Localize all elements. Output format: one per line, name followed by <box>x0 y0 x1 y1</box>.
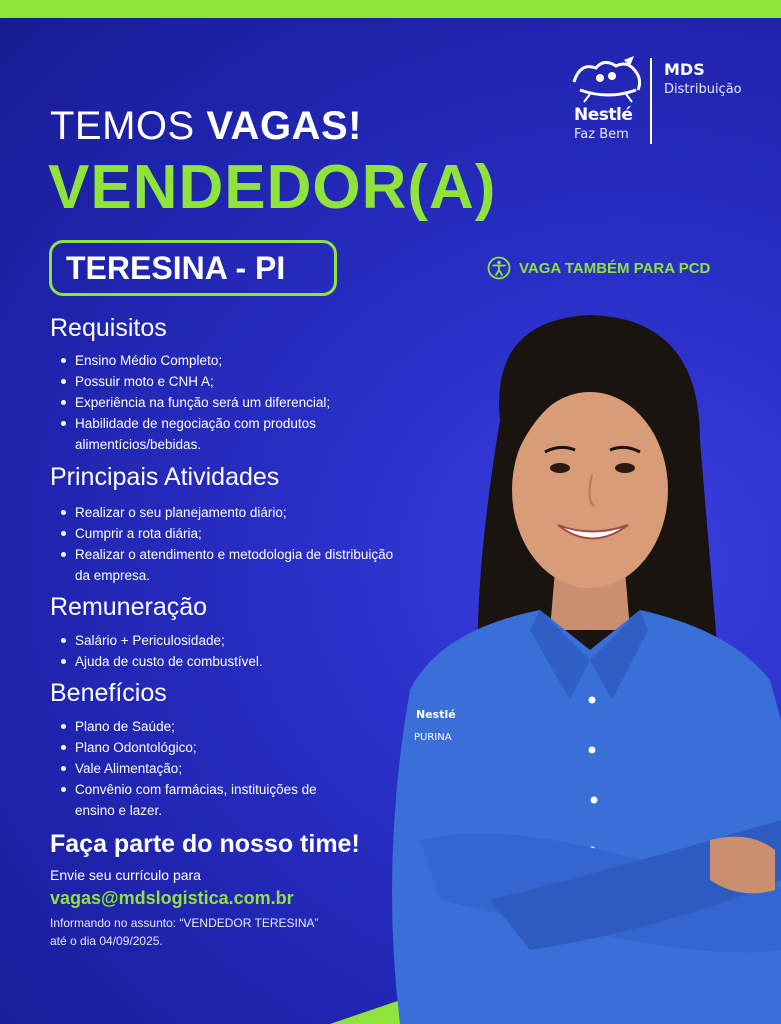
subject-line: Informando no assunto: “VENDEDOR TERESINA” <box>50 916 319 930</box>
nestle-slogan: Faz Bem <box>574 127 629 142</box>
svg-text:PURINA: PURINA <box>414 732 452 743</box>
cta-send-text: Envie seu currículo para <box>50 867 201 883</box>
list-item: Cumprir a rota diária; <box>58 523 418 544</box>
cta-title: Faça parte do nosso time! <box>50 830 360 858</box>
list-item: Plano de Saúde; <box>58 716 418 737</box>
list-item: Possuir moto e CNH A; <box>58 371 418 392</box>
company-name: MDS <box>664 60 705 79</box>
list-item: Plano Odontológico; <box>58 737 418 758</box>
headline-part-a: TEMOS <box>50 104 207 148</box>
list-item: Realizar o atendimento e metodologia de distribuição da empresa. <box>58 544 395 586</box>
cta-subject-info <box>50 914 319 950</box>
list-beneficios <box>58 716 418 821</box>
nestle-wordmark: Nestlé <box>574 105 633 125</box>
logo-divider <box>650 58 652 144</box>
deadline-line: até o dia 04/09/2025. <box>50 934 163 948</box>
svg-text:Nestlé: Nestlé <box>416 708 456 721</box>
list-requisitos <box>58 350 418 455</box>
pcd-notice <box>487 256 710 280</box>
job-role: VENDEDOR(A) <box>48 153 497 222</box>
section-title-beneficios: Benefícios <box>50 679 167 707</box>
contact-email-link[interactable]: vagas@mdslogistica.com.br <box>50 888 294 908</box>
company-subtitle: Distribuição <box>664 82 742 97</box>
employee-photo <box>380 300 781 1024</box>
list-item: Habilidade de negociação com produtos alimentícios/bebidas. <box>58 413 365 455</box>
accessibility-icon <box>487 256 511 280</box>
brand-logo <box>566 54 766 149</box>
list-atividades <box>58 502 418 586</box>
nestle-nest-logo-icon <box>570 54 646 104</box>
section-title-requisitos: Requisitos <box>50 314 167 342</box>
city-label: TERESINA - PI <box>66 250 286 286</box>
list-item: Salário + Periculosidade; <box>58 630 418 651</box>
pcd-label: VAGA TAMBÉM PARA PCD <box>519 259 711 277</box>
list-item: Realizar o seu planejamento diário; <box>58 502 418 523</box>
list-item: Ensino Médio Completo; <box>58 350 418 371</box>
list-remuneracao <box>58 630 418 672</box>
section-title-atividades: Principais Atividades <box>50 463 280 491</box>
list-item: Convênio com farmácias, instituições de ensino e lazer. <box>58 779 325 821</box>
headline-part-b: VAGAS! <box>206 104 362 148</box>
city-badge <box>49 240 337 296</box>
headline-temos-vagas <box>50 104 362 149</box>
list-item: Ajuda de custo de combustível. <box>58 651 418 672</box>
section-title-remuneracao: Remuneração <box>50 593 208 621</box>
list-item: Experiência na função será um diferencial; <box>58 392 418 413</box>
list-item: Vale Alimentação; <box>58 758 418 779</box>
